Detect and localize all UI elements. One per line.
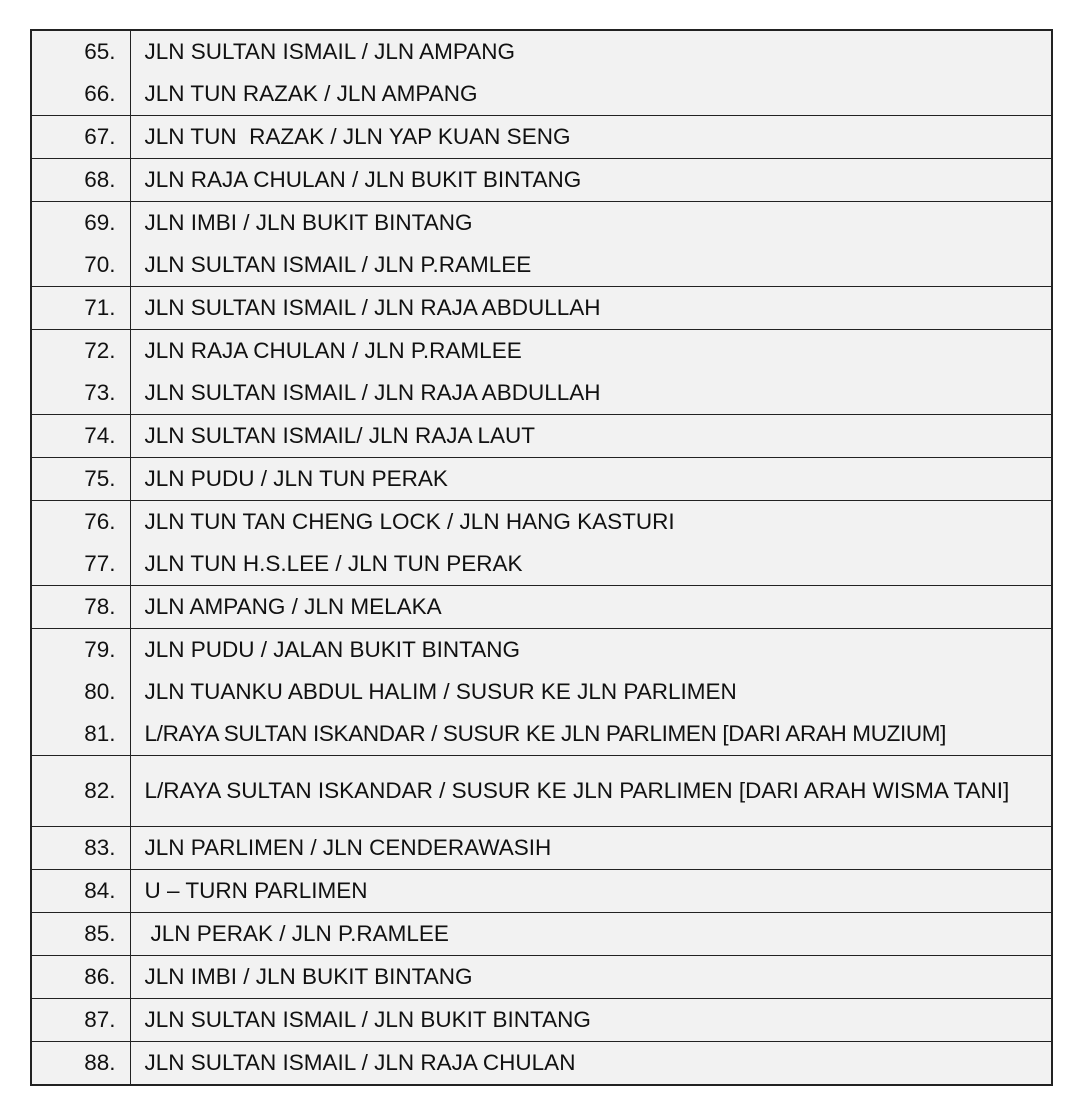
row-number: 75. [31,458,130,501]
table-row [31,244,1052,287]
intersection-table [30,29,1053,1086]
row-number: 87. [31,999,130,1042]
table-row [31,913,1052,956]
table-row [31,287,1052,330]
row-number: 66. [31,73,130,116]
table-row [31,501,1052,544]
table-row [31,458,1052,501]
table-row [31,671,1052,713]
row-number: 83. [31,827,130,870]
row-number: 76. [31,501,130,544]
row-number: 84. [31,870,130,913]
table-row [31,756,1052,827]
row-number: 65. [31,30,130,73]
table-row [31,73,1052,116]
row-number: 67. [31,116,130,159]
row-number: 77. [31,543,130,586]
table-row [31,159,1052,202]
location-name: JLN PUDU / JALAN BUKIT BINTANG [144,637,520,662]
location-name: JLN SULTAN ISMAIL/ JLN RAJA LAUT [130,415,1052,458]
row-number: 78. [31,586,130,629]
location-name: JLN TUANKU ABDUL HALIM / SUSUR KE JLN PARLIMEN [144,679,737,704]
row-number: 79. [31,629,130,672]
row-number: 73. [31,372,130,415]
row-number: 85. [31,913,130,956]
location-name: JLN RAJA CHULAN / JLN P.RAMLEE [144,338,522,363]
location-name: JLN RAJA CHULAN / JLN BUKIT BINTANG [130,159,1052,202]
table-row [31,999,1052,1042]
table-row [31,30,1052,73]
location-name: JLN SULTAN ISMAIL / JLN BUKIT BINTANG [130,999,1052,1042]
location-name: JLN TUN TAN CHENG LOCK / JLN HANG KASTURI [144,509,675,534]
table-row [31,372,1052,415]
table-row [31,415,1052,458]
table-row [31,543,1052,586]
table-row [31,330,1052,373]
table-row [31,827,1052,870]
row-number: 74. [31,415,130,458]
location-name: JLN IMBI / JLN BUKIT BINTANG [144,210,473,235]
location-name: JLN AMPANG / JLN MELAKA [130,586,1052,629]
row-number: 69. [31,202,130,245]
location-name: JLN IMBI / JLN BUKIT BINTANG [130,956,1052,999]
location-name: JLN SULTAN ISMAIL / JLN AMPANG [144,39,516,64]
row-number: 81. [31,713,130,756]
location-name: JLN SULTAN ISMAIL / JLN P.RAMLEE [130,244,1052,287]
table-row [31,629,1052,672]
table-row [31,116,1052,159]
row-number: 82. [31,756,130,827]
row-number: 72. [31,330,130,373]
location-name: JLN PUDU / JLN TUN PERAK [130,458,1052,501]
location-name: L/RAYA SULTAN ISKANDAR / SUSUR KE JLN PARLIMEN [DARI ARAH MUZIUM] [130,713,1052,756]
location-name: JLN TUN RAZAK / JLN YAP KUAN SENG [130,116,1052,159]
row-number: 70. [31,244,130,287]
row-number: 71. [31,287,130,330]
location-name: JLN SULTAN ISMAIL / JLN RAJA ABDULLAH [130,372,1052,415]
location-name: JLN SULTAN ISMAIL / JLN RAJA CHULAN [144,1050,576,1075]
table-row [31,202,1052,245]
row-number: 86. [31,956,130,999]
location-name: JLN TUN H.S.LEE / JLN TUN PERAK [130,543,1052,586]
location-name: L/RAYA SULTAN ISKANDAR / SUSUR KE JLN PARLIMEN [DARI ARAH WISMA TANI] [130,756,1052,827]
table-row [31,870,1052,913]
table-row [31,713,1052,756]
row-number: 80. [31,671,130,713]
row-number: 68. [31,159,130,202]
location-name: U – TURN PARLIMEN [130,870,1052,913]
row-number: 88. [31,1042,130,1086]
table-row [31,1042,1052,1086]
table-row [31,586,1052,629]
intersection-table-container [30,29,1053,1086]
location-name: JLN SULTAN ISMAIL / JLN RAJA ABDULLAH [130,287,1052,330]
location-name: JLN TUN RAZAK / JLN AMPANG [130,73,1052,116]
location-name: JLN PARLIMEN / JLN CENDERAWASIH [130,827,1052,870]
location-name: JLN PERAK / JLN P.RAMLEE [130,913,1052,956]
table-row [31,956,1052,999]
